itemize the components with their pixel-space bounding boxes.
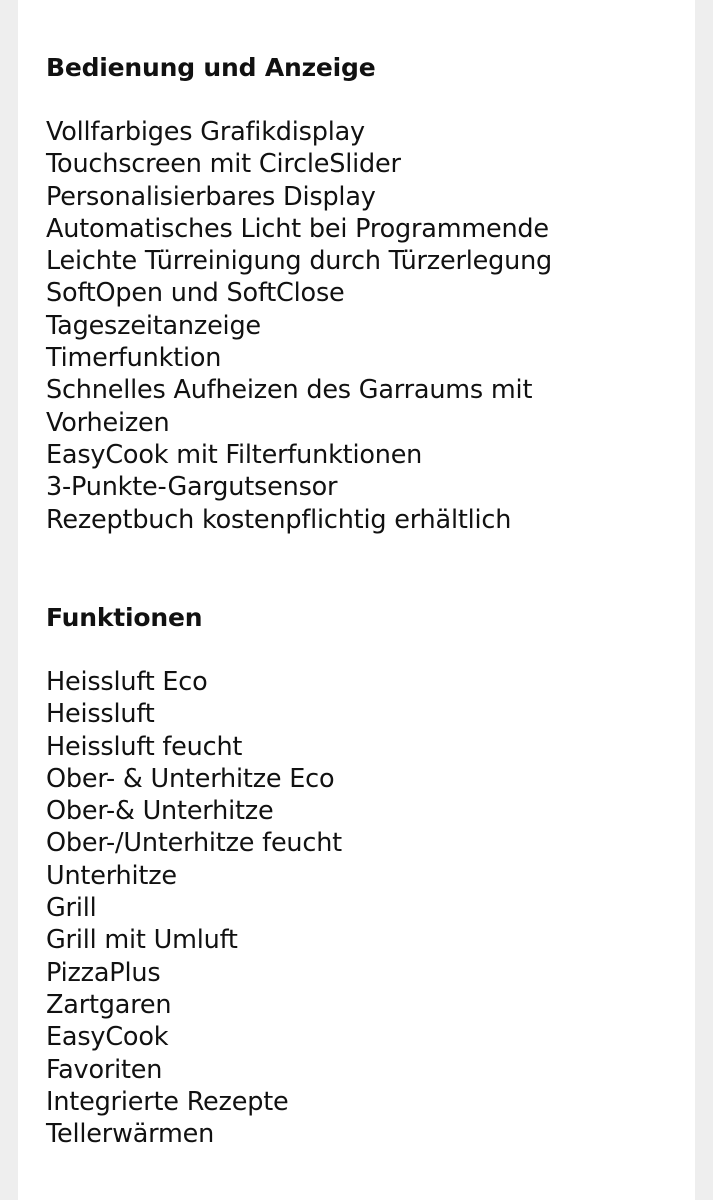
list-item: Grill mit Umluft bbox=[46, 925, 238, 956]
list-item: Automatisches Licht bei Programmende bbox=[46, 213, 549, 244]
list-item: Heissluft bbox=[46, 699, 155, 730]
feature-list-funktionen bbox=[46, 666, 676, 1150]
section-title-funktionen: Funktionen bbox=[46, 603, 203, 632]
list-item: Vollfarbiges Grafikdisplay bbox=[46, 117, 365, 147]
list-item: Ober-/Unterhitze feucht bbox=[46, 828, 342, 859]
list-item: PizzaPlus bbox=[46, 957, 161, 988]
document-page bbox=[18, 0, 695, 1200]
list-item: Integrierte Rezepte bbox=[46, 1086, 289, 1117]
section-title-bedienung-und-anzeige: Bedienung und Anzeige bbox=[46, 53, 376, 82]
list-item: Heissluft feucht bbox=[46, 731, 243, 762]
list-item: Unterhitze bbox=[46, 860, 177, 891]
list-item: Timerfunktion bbox=[46, 343, 222, 374]
feature-list-bedienung-und-anzeige bbox=[46, 116, 676, 536]
list-item: 3-Punkte-Gargutsensor bbox=[46, 472, 338, 503]
list-item: Leichte Türreinigung durch Türzerlegung bbox=[46, 246, 553, 277]
list-item: Heissluft Eco bbox=[46, 667, 208, 697]
list-item: Zartgaren bbox=[46, 989, 172, 1020]
list-item: Grill bbox=[46, 893, 97, 924]
list-item: Schnelles Aufheizen des Garraums mit Vorheizen bbox=[46, 375, 533, 438]
list-item: Ober-& Unterhitze bbox=[46, 796, 274, 827]
list-item: Favoriten bbox=[46, 1054, 163, 1085]
list-item: EasyCook mit Filterfunktionen bbox=[46, 439, 423, 470]
list-item: Ober- & Unterhitze Eco bbox=[46, 763, 335, 794]
list-item: SoftOpen und SoftClose bbox=[46, 278, 345, 309]
list-item: Touchscreen mit CircleSlider bbox=[46, 149, 401, 180]
list-item: EasyCook bbox=[46, 1022, 169, 1053]
list-item: Tageszeitanzeige bbox=[46, 310, 261, 341]
list-item: Tellerwärmen bbox=[46, 1119, 215, 1150]
list-item: Personalisierbares Display bbox=[46, 181, 376, 212]
list-item: Rezeptbuch kostenpflichtig erhältlich bbox=[46, 504, 512, 535]
